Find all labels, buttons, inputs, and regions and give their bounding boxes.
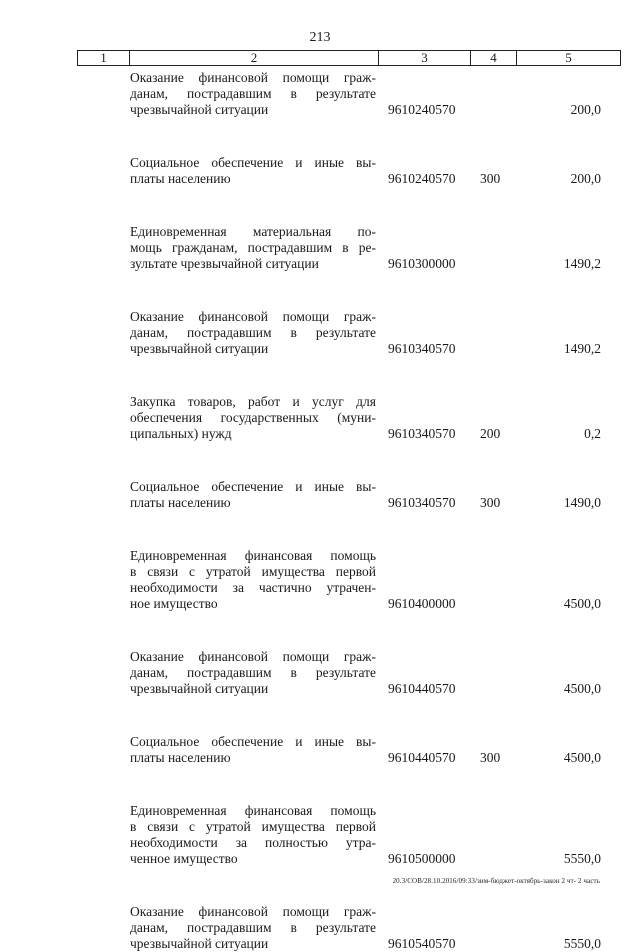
row-code: 9610240570 [388,171,456,186]
row-name-line: Социальное обеспечение и иные вы- [130,155,376,170]
row-name-line: Закупка товаров, работ и услуг для [130,394,376,409]
row-name-line: платы населению [130,495,231,510]
row-name [130,649,376,697]
row-name-line: Единовременная материальная по- [130,224,376,239]
row-name [130,224,376,272]
header-col-2: 2 [130,51,379,65]
row-code: 9610540570 [388,936,456,951]
row-code: 9610340570 [388,495,456,510]
row-amount: 200,0 [570,102,601,117]
row-name [130,548,376,612]
row-name-line: мощь гражданам, пострадавшим в ре- [130,240,376,255]
row-expense-type: 300 [480,495,501,510]
row-code: 9610440570 [388,681,456,696]
row-name-line: данам, пострадавшим в результате [130,665,376,680]
row-code: 9610500000 [388,851,456,866]
row-name-line: ципальных) нужд [130,426,232,441]
row-expense-type: 200 [480,426,501,441]
table-header [77,50,621,66]
row-name [130,734,376,766]
row-name-line: ченное имущество [130,851,238,866]
row-amount: 1490,0 [563,495,601,510]
row-name-line: ное имущество [130,596,218,611]
row-name [130,803,376,867]
row-code: 9610340570 [388,341,456,356]
row-name-line: чрезвычайной ситуации [130,681,269,696]
row-amount: 1490,2 [563,256,601,271]
row-name-line: в связи с утратой имущества первой [130,819,376,834]
row-name-line: необходимости за полностью утра- [130,835,376,850]
header-col-3: 3 [379,51,471,65]
row-code: 9610440570 [388,750,456,765]
row-code: 9610240570 [388,102,456,117]
row-name [130,155,376,187]
row-name-line: Социальное обеспечение и иные вы- [130,734,376,749]
row-name-line: платы населению [130,171,231,186]
row-name-line: чрезвычайной ситуации [130,936,269,951]
row-expense-type: 300 [480,171,501,186]
page-number: 213 [309,30,331,45]
row-name-line: данам, пострадавшим в результате [130,920,376,935]
row-name-line: чрезвычайной ситуации [130,102,269,117]
row-name-line: Оказание финансовой помощи граж- [130,904,376,919]
header-col-1: 1 [78,51,130,65]
row-name-line: данам, пострадавшим в результате [130,86,376,101]
row-code: 9610300000 [388,256,456,271]
row-name-line: чрезвычайной ситуации [130,341,269,356]
row-name-line: Единовременная финансовая помощь [130,803,376,818]
row-name-line: Оказание финансовой помощи граж- [130,649,376,664]
row-name-line: необходимости за частично утрачен- [130,580,376,595]
row-amount: 4500,0 [563,750,601,765]
row-name [130,479,376,511]
row-code: 9610340570 [388,426,456,441]
row-amount: 4500,0 [563,596,601,611]
row-name [130,904,376,952]
row-expense-type: 300 [480,750,501,765]
row-name-line: обеспечения государственных (муни- [130,410,376,425]
footer-stamp: 20.3/СОВ/28.10.2016/09:33/зим-бюджет-октябрь-закон 2 чт- 2 часть [392,877,600,885]
row-name-line: Оказание финансовой помощи граж- [130,309,376,324]
row-name-line: Оказание финансовой помощи граж- [130,70,376,85]
header-col-4: 4 [471,51,517,65]
row-amount: 4500,0 [563,681,601,696]
row-name-line: в связи с утратой имущества первой [130,564,376,579]
row-name-line: данам, пострадавшим в результате [130,325,376,340]
row-name-line: зультате чрезвычайной ситуации [130,256,319,271]
row-amount: 5550,0 [563,936,601,951]
row-name-line: Единовременная финансовая помощь [130,548,376,563]
row-name [130,394,376,442]
row-amount: 200,0 [570,171,601,186]
row-name [130,70,376,118]
row-code: 9610400000 [388,596,456,611]
row-name [130,309,376,357]
row-name-line: Социальное обеспечение и иные вы- [130,479,376,494]
row-amount: 0,2 [584,426,601,441]
row-amount: 5550,0 [563,851,601,866]
row-name-line: платы населению [130,750,231,765]
header-col-5: 5 [565,50,572,65]
row-amount: 1490,2 [563,341,601,356]
